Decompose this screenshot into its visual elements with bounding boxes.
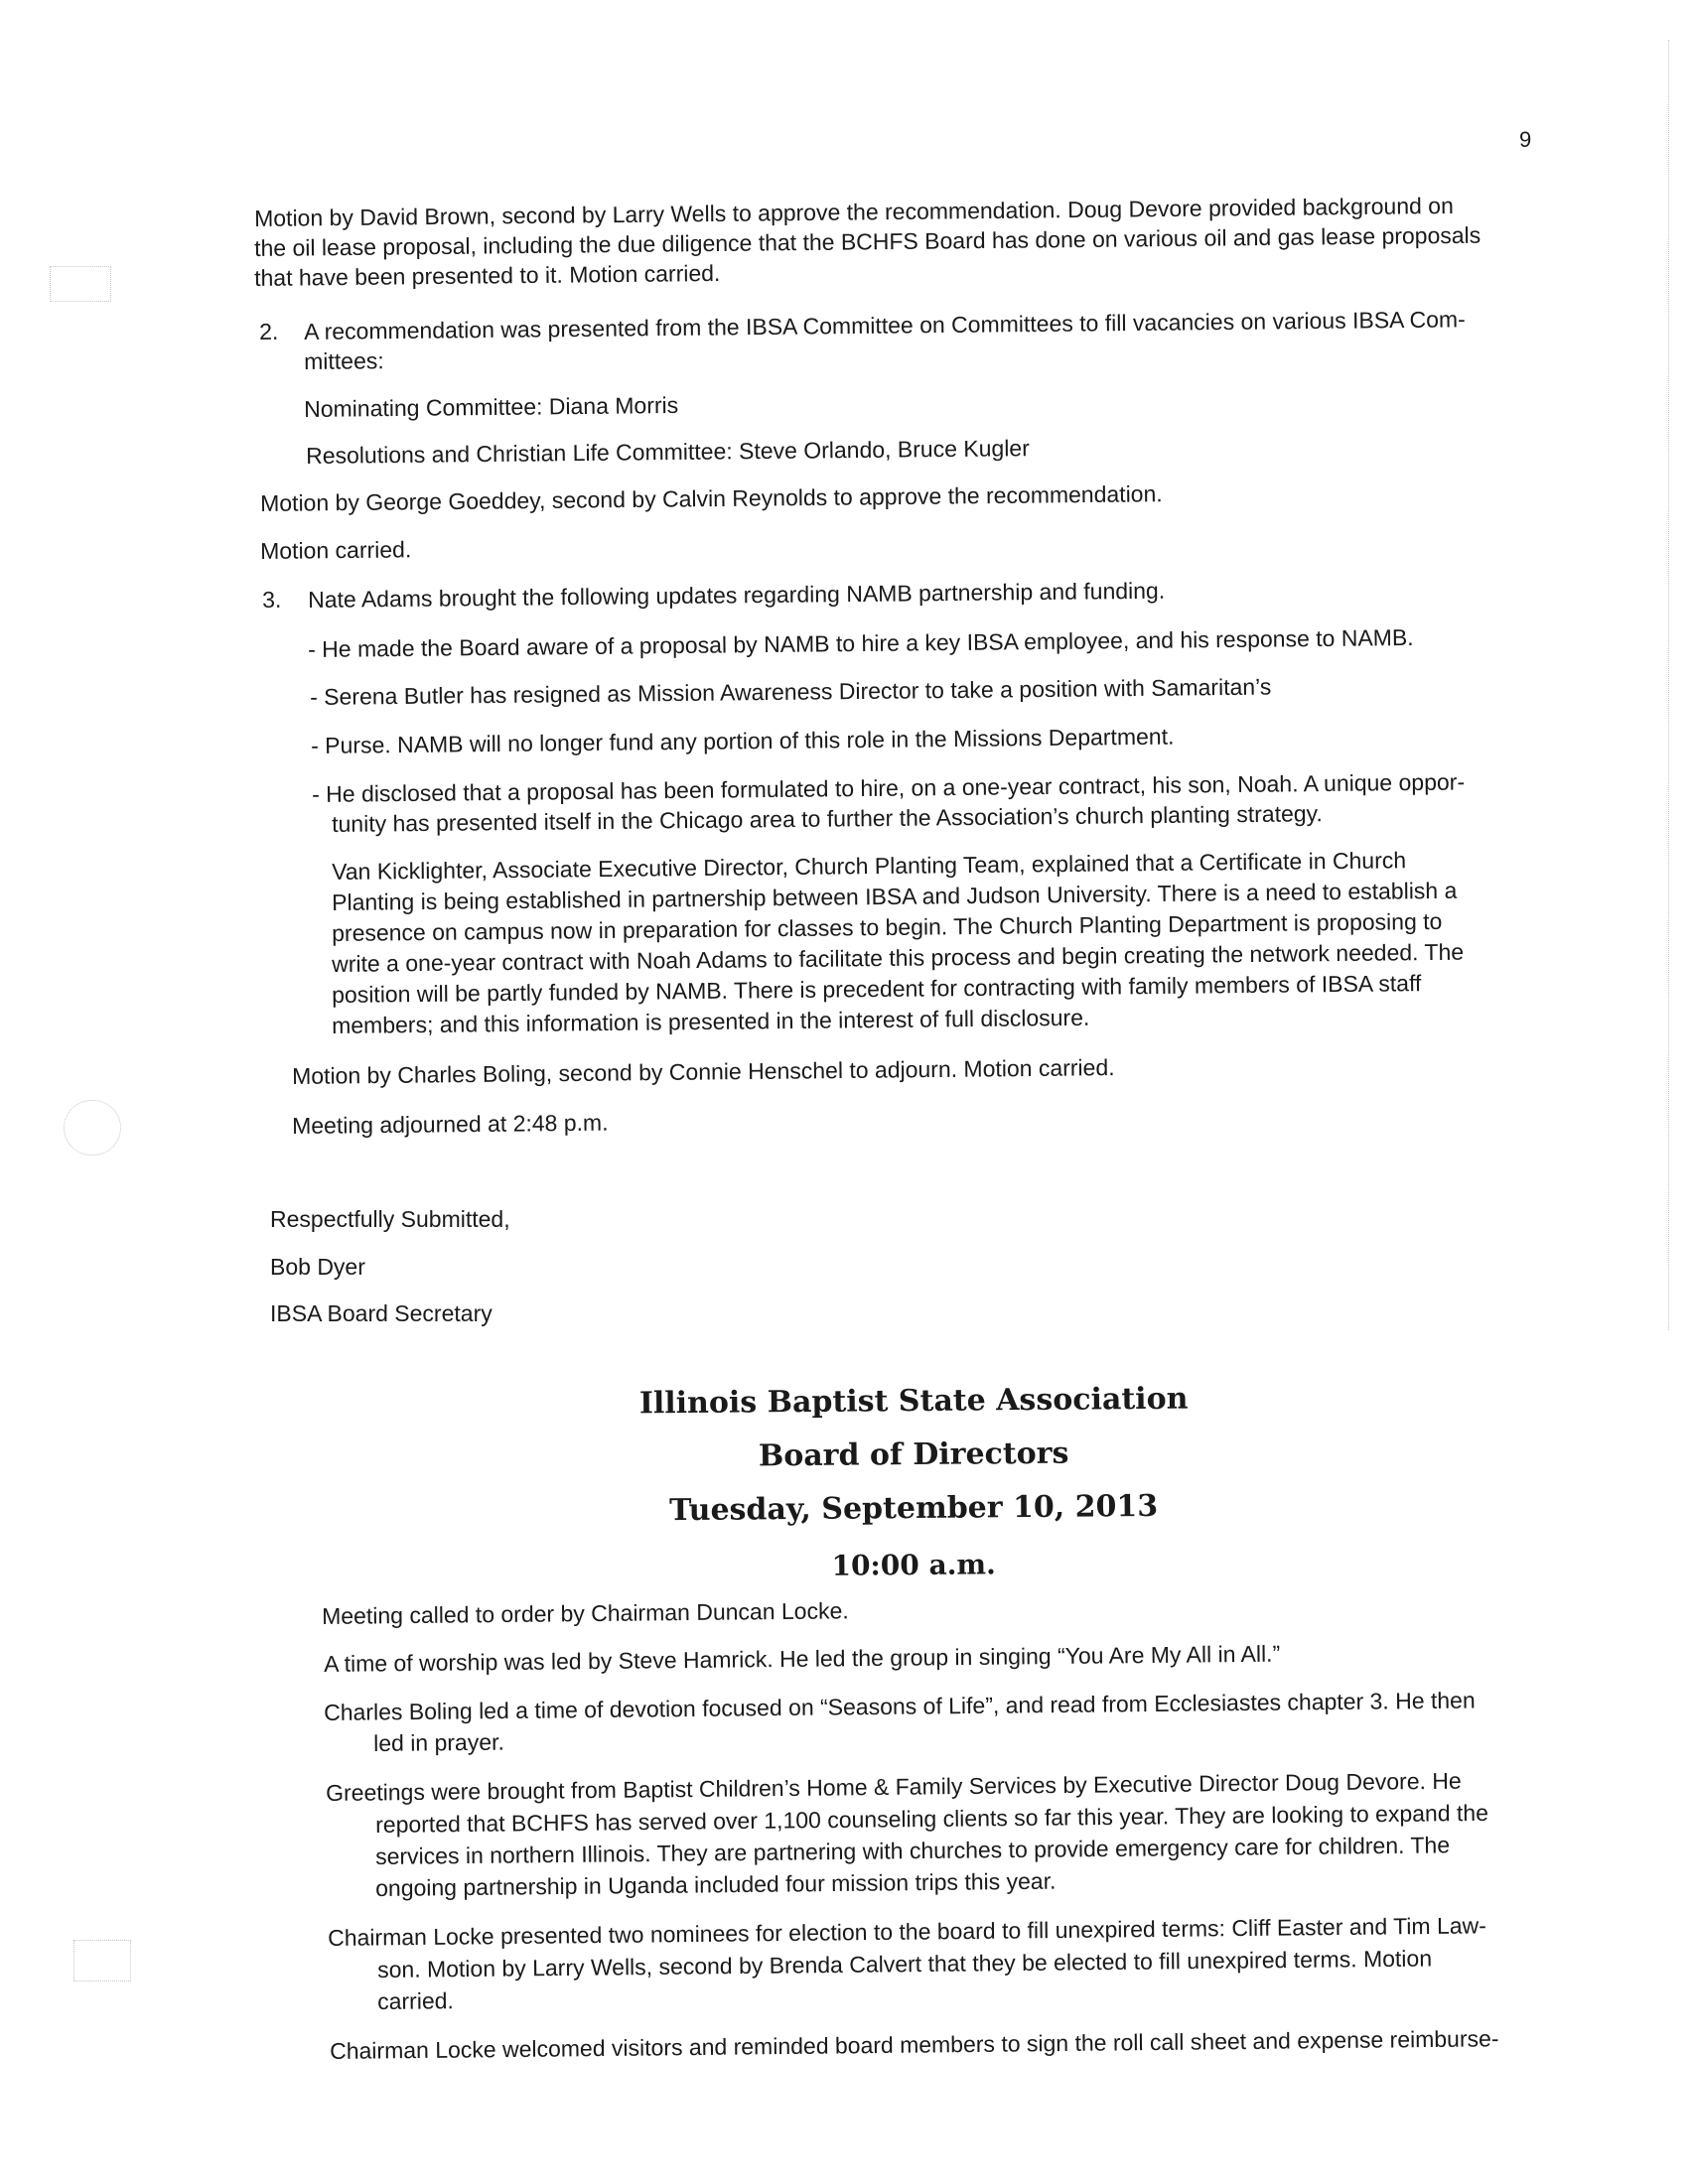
scan-edge-line xyxy=(1668,40,1669,1330)
nominees-line-2: son. Motion by Larry Wells, second by Brenda Calvert that they be elected to fill unexpired terms. Motion xyxy=(377,1945,1433,1982)
nominating-committee: Nominating Committee: Diana Morris xyxy=(304,391,679,422)
meeting-date-heading: Tuesday, September 10, 2013 xyxy=(668,1488,1159,1529)
item-2-text-line-1: A recommendation was presented from the IBSA Committee on Committees to fill vacancies on various IBSA Com- xyxy=(304,306,1466,344)
motion-brown-line-3: that have been presented to it. Motion carried. xyxy=(254,259,721,291)
item-3-number: 3. xyxy=(262,586,282,613)
item-2-text-line-2: mittees: xyxy=(304,347,384,374)
kicklighter-line-4: write a one-year contract with Noah Adams to facilitate this process and begin creating the network needed. The xyxy=(332,938,1465,977)
page-number: 9 xyxy=(1519,127,1532,152)
board-heading: Board of Directors xyxy=(758,1435,1069,1474)
motion-goeddey: Motion by George Goeddey, second by Calvin Reynolds to approve the recommendation. xyxy=(260,480,1163,516)
org-heading: Illinois Baptist State Association xyxy=(638,1381,1189,1422)
update-bullet-3: - Purse. NAMB will no longer fund any portion of this role in the Missions Department. xyxy=(311,723,1175,758)
called-to-order: Meeting called to order by Chairman Duncan Locke. xyxy=(322,1597,849,1629)
motion-carried: Motion carried. xyxy=(260,536,412,564)
greetings-line-2: reported that BCHFS has served over 1,100 counseling clients so far this year. They are looking to expand the xyxy=(375,1799,1489,1838)
margin-hole-mark-middle xyxy=(64,1100,121,1156)
margin-hole-mark-top xyxy=(50,266,111,302)
devotion-line-2: led in prayer. xyxy=(373,1728,504,1756)
update-bullet-1: - He made the Board aware of a proposal by NAMB to hire a key IBSA employee, and his response to NAMB. xyxy=(308,623,1414,662)
motion-boling-adjourn: Motion by Charles Boling, second by Connie Henschel to adjourn. Motion carried. xyxy=(292,1054,1115,1089)
update-bullet-4-line-1: - He disclosed that a proposal has been formulated to hire, on a one-year contract, his son, Noah. A unique oppor- xyxy=(312,768,1466,807)
kicklighter-line-2: Planting is being established in partnership between IBSA and Judson University. There is a need to establish a xyxy=(332,877,1458,915)
motion-brown-line-2: the oil lease proposal, including the due diligence that the BCHFS Board has done on various oil and gas lease proposals xyxy=(254,221,1481,261)
greetings-line-4: ongoing partnership in Uganda included four mission trips this year. xyxy=(375,1867,1057,1901)
worship: A time of worship was led by Steve Hamrick. He led the group in singing “You Are My All in All.” xyxy=(324,1640,1281,1677)
nominees-line-1: Chairman Locke presented two nominees for election to the board to fill unexpired terms: Cliff Easter and Tim Law- xyxy=(328,1912,1487,1951)
update-bullet-2: - Serena Butler has resigned as Mission Awareness Director to take a position with Samaritan’s xyxy=(310,673,1272,710)
greetings-line-1: Greetings were brought from Baptist Children’s Home & Family Services by Executive Director Doug Devore. He xyxy=(326,1767,1462,1806)
kicklighter-line-1: Van Kicklighter, Associate Executive Director, Church Planting Team, explained that a Certificate in Church xyxy=(332,847,1407,885)
kicklighter-line-6: members; and this information is presented in the interest of full disclosure. xyxy=(332,1004,1090,1038)
meeting-adjourned: Meeting adjourned at 2:48 p.m. xyxy=(292,1109,609,1139)
resolutions-committee: Resolutions and Christian Life Committee: Steve Orlando, Bruce Kugler xyxy=(306,435,1030,469)
secretary-title: IBSA Board Secretary xyxy=(270,1300,493,1326)
motion-brown-line-1: Motion by David Brown, second by Larry Wells to approve the recommendation. Doug Devore provided background on xyxy=(254,192,1454,231)
update-bullet-4-line-2: tunity has presented itself in the Chicago area to further the Association’s church planting strategy. xyxy=(332,800,1323,837)
greetings-line-3: services in northern Illinois. They are partnering with churches to provide emergency care for children. The xyxy=(375,1832,1451,1869)
meeting-time-heading: 10:00 a.m. xyxy=(831,1548,996,1582)
kicklighter-line-5: position will be partly funded by NAMB. There is precedent for contracting with family members of IBSA staff xyxy=(332,970,1422,1008)
respectfully-submitted: Respectfully Submitted, xyxy=(270,1206,510,1232)
secretary-name: Bob Dyer xyxy=(270,1254,365,1280)
item-2-number: 2. xyxy=(259,318,279,344)
kicklighter-line-3: presence on campus now in preparation for classes to begin. The Church Planting Department is proposing to xyxy=(332,907,1443,946)
welcome-visitors: Chairman Locke welcomed visitors and reminded board members to sign the roll call sheet and expense reimburse- xyxy=(330,2025,1499,2064)
nominees-line-3: carried. xyxy=(377,1987,454,2014)
margin-hole-mark-bottom xyxy=(73,1940,131,1981)
devotion-line-1: Charles Boling led a time of devotion focused on “Seasons of Life”, and read from Ecclesiastes chapter 3. He then xyxy=(324,1687,1476,1725)
item-3-text: Nate Adams brought the following updates regarding NAMB partnership and funding. xyxy=(308,577,1166,613)
